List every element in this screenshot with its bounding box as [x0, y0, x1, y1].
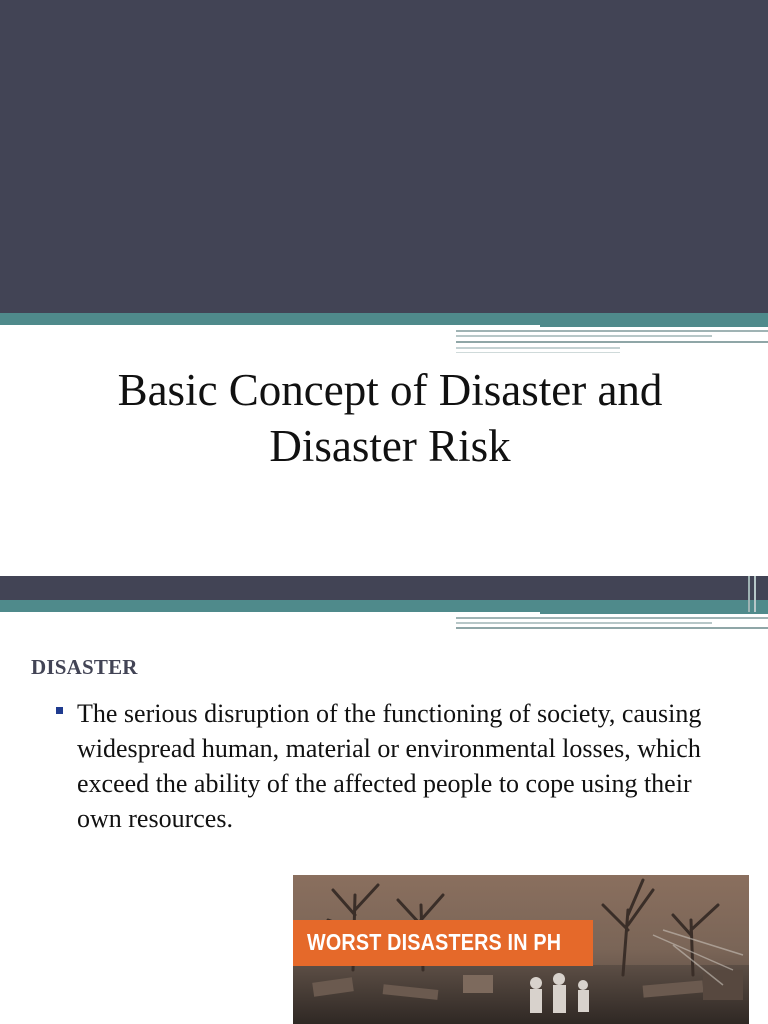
slide-title: Basic Concept of Disaster and Disaster Risk — [117, 365, 663, 471]
accent-stripe — [456, 330, 768, 332]
teal-accent-band-right — [540, 313, 768, 327]
content-slide — [0, 576, 768, 1024]
disaster-photo — [293, 875, 749, 1024]
bullet-text: The serious disruption of the functioning of society, causing widespread human, material or environmental losses, which exceed the ability of the affected people to cope using their own resources. — [77, 699, 702, 833]
section-heading: DISASTER — [31, 655, 138, 679]
accent-stripe — [456, 335, 712, 337]
photo-caption: WORST DISASTERS IN PH — [307, 929, 562, 955]
header-background-band — [0, 576, 768, 600]
title-background-band — [0, 0, 768, 313]
teal-accent-band-right — [540, 600, 768, 614]
square-bullet-icon — [56, 707, 63, 714]
accent-stripe — [456, 352, 620, 353]
accent-stripe — [456, 622, 712, 624]
accent-stripe — [748, 576, 750, 612]
accent-stripe — [456, 341, 768, 343]
accent-stripe — [456, 617, 768, 619]
bullet-item — [56, 696, 736, 836]
accent-stripe — [754, 576, 756, 612]
accent-stripe — [456, 347, 620, 349]
accent-stripe — [456, 627, 768, 629]
